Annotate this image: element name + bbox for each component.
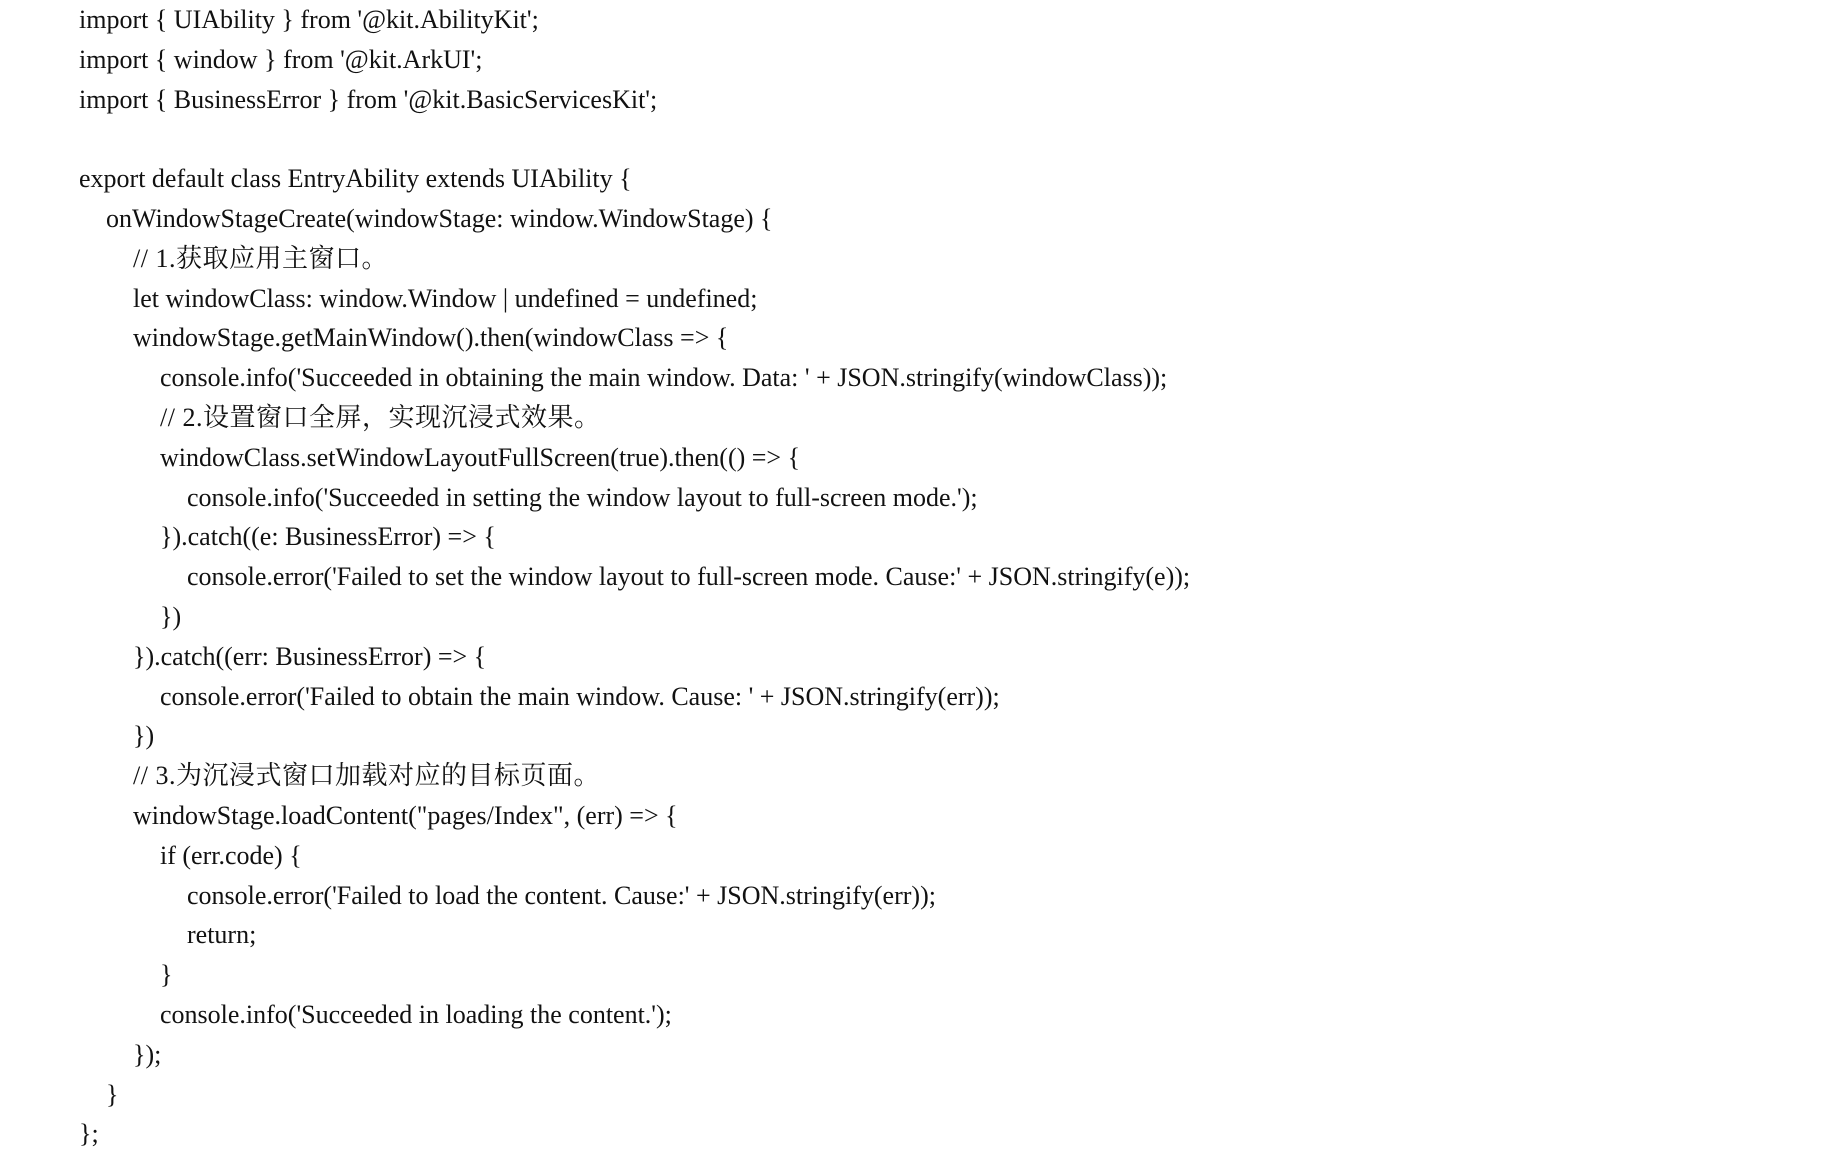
code-line-1: import { UIAbility } from '@kit.AbilityKit'; <box>79 5 539 34</box>
code-line-2: import { window } from '@kit.ArkUI'; <box>79 44 483 74</box>
code-line-26: console.info('Succeeded in loading the content.'); <box>160 999 672 1029</box>
code-line-19: }) <box>133 721 155 751</box>
code-line-21: windowStage.loadContent("pages/Index", (err) => { <box>133 800 678 830</box>
code-line-15: console.error('Failed to set the window layout to full-screen mode. Cause:' + JSON.stringify(e)); <box>187 562 1191 592</box>
code-comment-3: // 3.为沉浸式窗口加载对应的目标页面。 <box>133 761 600 791</box>
code-line-27: }); <box>133 1039 162 1069</box>
code-line-16: }) <box>160 601 182 631</box>
code-line-4-blank <box>79 119 1779 159</box>
code-line-12: windowClass.setWindowLayoutFullScreen(true).then(() => { <box>160 442 801 472</box>
code-line-23: console.error('Failed to load the content. Cause:' + JSON.stringify(err)); <box>187 880 936 910</box>
code-comment-1: // 1.获取应用主窗口。 <box>133 243 388 273</box>
code-line-29: }; <box>79 1119 99 1149</box>
code-line-6: onWindowStageCreate(windowStage: window.WindowStage) { <box>106 203 773 233</box>
code-line-17: }).catch((err: BusinessError) => { <box>133 641 487 671</box>
code-line-18: console.error('Failed to obtain the main window. Cause: ' + JSON.stringify(err)); <box>160 681 1000 711</box>
code-line-22: if (err.code) { <box>160 840 302 870</box>
code-listing <box>79 0 1779 1154</box>
code-line-14: }).catch((e: BusinessError) => { <box>160 522 496 552</box>
code-line-13: console.info('Succeeded in setting the window layout to full-screen mode.'); <box>187 482 978 512</box>
code-line-25: } <box>160 960 173 990</box>
code-comment-2: // 2.设置窗口全屏，实现沉浸式效果。 <box>160 402 601 432</box>
code-line-5: export default class EntryAbility extends UIAbility { <box>79 164 632 194</box>
code-line-28: } <box>106 1079 119 1109</box>
code-line-9: windowStage.getMainWindow().then(windowClass => { <box>133 323 729 353</box>
code-line-24: return; <box>187 920 257 950</box>
code-line-3: import { BusinessError } from '@kit.BasicServicesKit'; <box>79 84 658 114</box>
code-line-8: let windowClass: window.Window | undefined = undefined; <box>133 283 758 313</box>
code-line-10: console.info('Succeeded in obtaining the main window. Data: ' + JSON.stringify(windowClass)); <box>160 363 1168 393</box>
